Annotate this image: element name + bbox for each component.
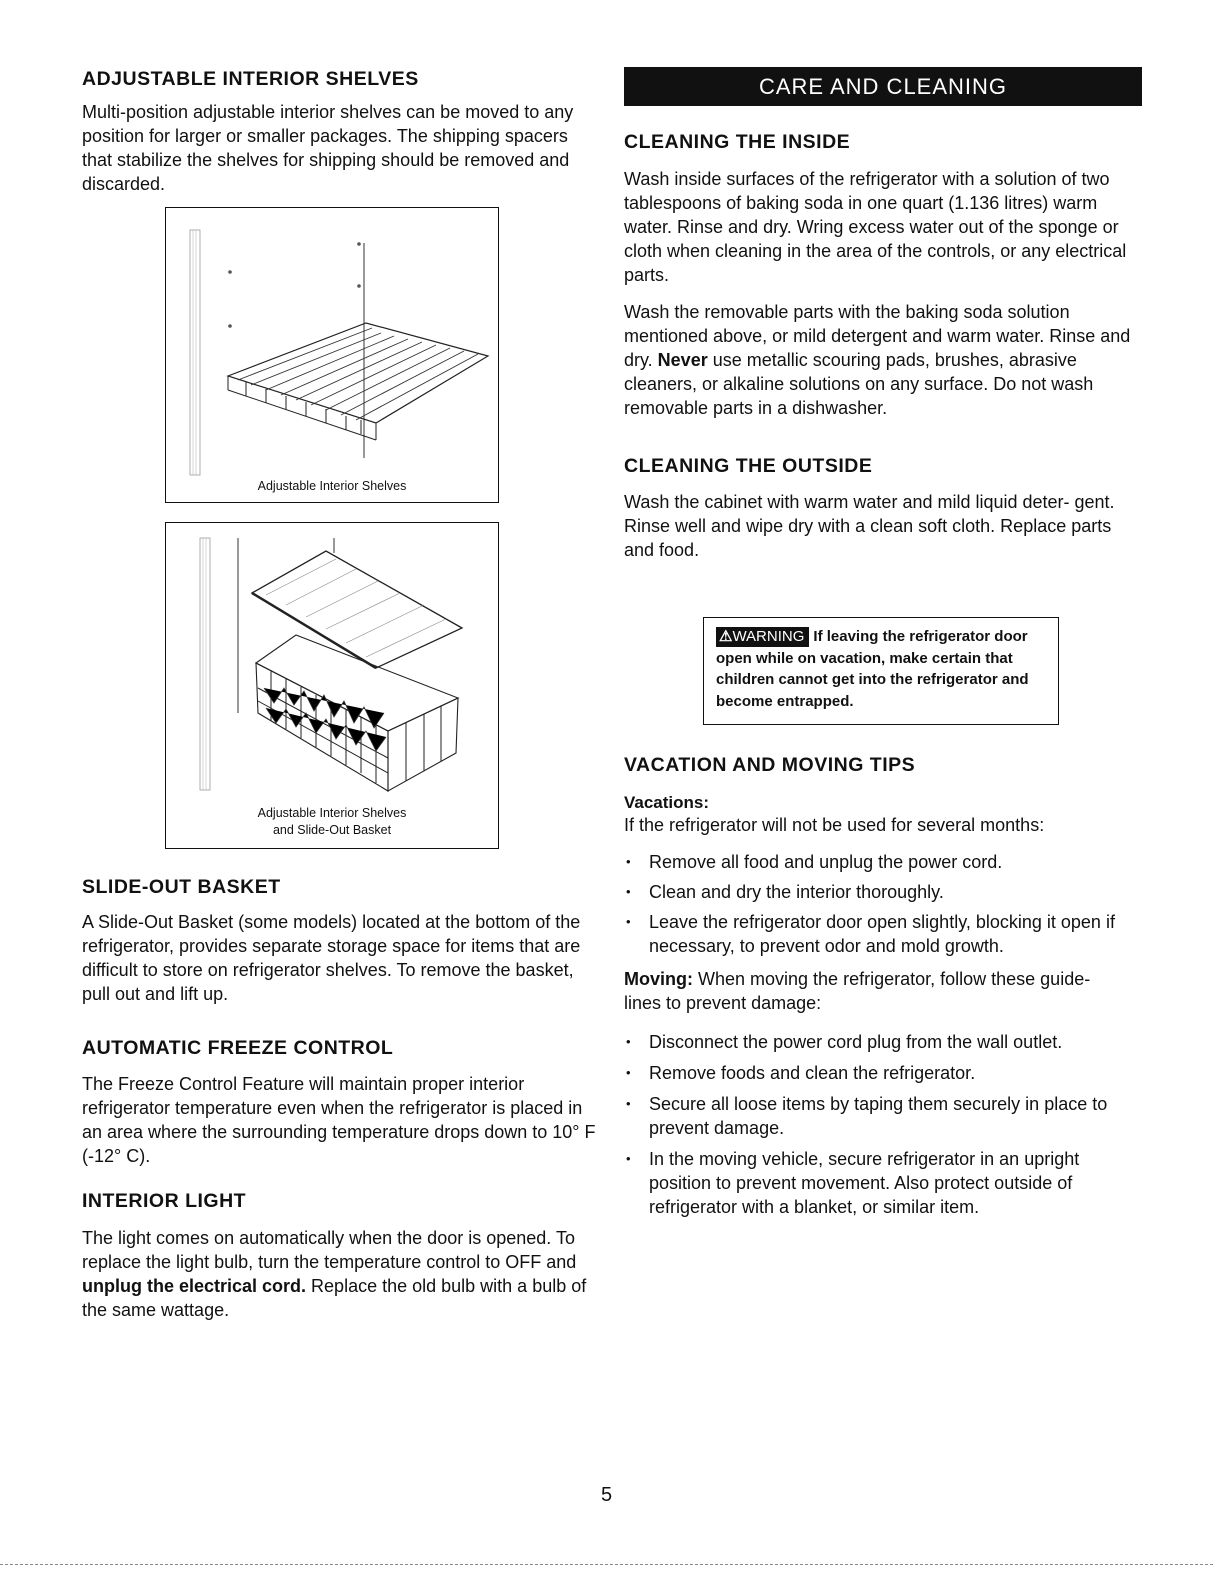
vacation-list [624,850,1144,958]
freeze-control-heading: AUTOMATIC FREEZE CONTROL [82,1037,394,1059]
slide-out-basket-body: A Slide-Out Basket (some models) located at the bottom of the refrigerator, provides separate storage space for items that are difficult to store on refrigerator shelves. To remove the basket, pull out and lift up. [82,912,581,1004]
figure-shelves-basket-caption-line2: and Slide-Out Basket [272,823,392,837]
page-bottom-rule [0,1564,1213,1565]
interior-light-heading: INTERIOR LIGHT [82,1190,247,1212]
list-item: • Remove all food and unplug the power cord. [624,850,1144,874]
shelf-illustration [166,208,498,478]
vacations-intro: If the refrigerator will not be used for several months: [624,815,1045,835]
vacations-label: Vacations: [624,793,710,812]
cleaning-inside-para2: Wash the removable parts with the baking soda solution mentioned above, or mild detergent and warm water. Rinse and dry. Never use metallic scouring pads, brushes, abrasive cleaners, or alkaline solutions on any surface. Do not wash removable parts in a dishwasher. [624,302,1131,418]
warning-triangle-icon: ⚠ [719,628,733,645]
warning-badge: ⚠WARNING [716,627,809,647]
interior-light-body: The light comes on automatically when the door is opened. To replace the light bulb, turn the temperature control to OFF and unplug the electrical cord. Replace the old bulb with a bulb of the same wattage. [82,1228,587,1320]
cleaning-inside-heading: CLEANING THE INSIDE [624,131,851,153]
warning-text: If leaving the refrigerator door open while on vacation, make certain that children cannot get into the refrigerator and become entrapped. [716,628,1029,710]
cleaning-outside-heading: CLEANING THE OUTSIDE [624,455,873,477]
moving-list [624,1030,1124,1219]
vacation-moving-heading: VACATION AND MOVING TIPS [624,754,916,776]
page-number: 5 [600,1484,613,1506]
adjustable-shelves-body: Multi-position adjustable interior shelves can be moved to any position for larger or smaller packages. The shipping spacers that stabilize the shelves for shipping should be removed and discarded. [82,102,574,194]
figure-adjustable-shelves [165,207,499,503]
cleaning-outside-body: Wash the cabinet with warm water and mild liquid deter- gent. Rinse well and wipe dry with a clean soft cloth. Replace parts and food. [624,492,1115,560]
figure-adjustable-shelves-caption: Adjustable Interior Shelves [257,479,407,493]
care-and-cleaning-banner: CARE AND CLEANING [624,67,1142,106]
adjustable-shelves-heading: ADJUSTABLE INTERIOR SHELVES [82,68,419,90]
moving-paragraph: Moving: When moving the refrigerator, follow these guide- lines to prevent damage: [624,969,1091,1013]
list-item: • Remove foods and clean the refrigerator. [624,1061,1124,1085]
slide-out-basket-heading: SLIDE-OUT BASKET [82,876,281,898]
list-item: • In the moving vehicle, secure refrigerator in an upright position to prevent movement. Also protect outside of refrigerator with a blanket, or similar item. [624,1147,1124,1219]
list-item: • Clean and dry the interior thoroughly. [624,880,1144,904]
moving-label: Moving: [624,969,693,989]
cleaning-inside-para1: Wash inside surfaces of the refrigerator with a solution of two tablespoons of baking soda in one quart (1.136 litres) warm water. Rinse and dry. Wring excess water out of the sponge or cloth when cleaning in the area of the controls, or any electrical parts. [624,169,1127,285]
basket-illustration [166,523,498,793]
warning-box [703,617,1059,725]
figure-shelves-and-basket [165,522,499,849]
list-item: • Secure all loose items by taping them securely in place to prevent damage. [624,1092,1124,1140]
list-item: • Disconnect the power cord plug from the wall outlet. [624,1030,1124,1054]
freeze-control-body: The Freeze Control Feature will maintain proper interior refrigerator temperature even when the refrigerator is placed in an area where the surrounding temperature drops down to 10° F (-12° C). [82,1074,596,1166]
figure-shelves-basket-caption-line1: Adjustable Interior Shelves [257,806,407,820]
list-item: • Leave the refrigerator door open slightly, blocking it open if necessary, to prevent odor and mold growth. [624,910,1144,958]
